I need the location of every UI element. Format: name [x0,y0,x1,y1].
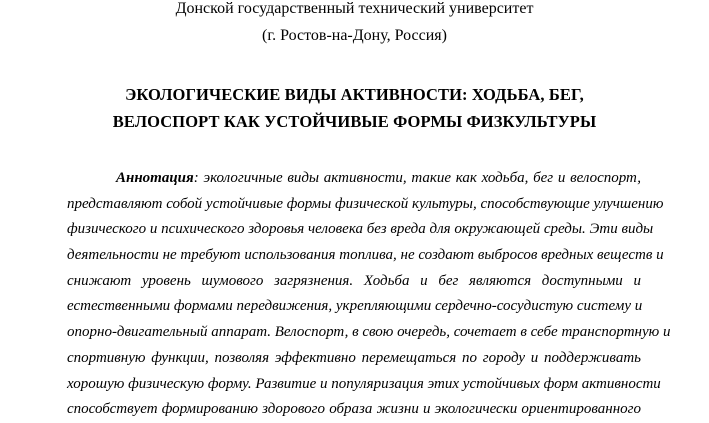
university-name: Донской государственный технический университет [175,0,534,17]
abstract-line-1 [67,166,641,192]
article-title-line-2: ВЕЛОСПОРТ КАК УСТОЙЧИВЫЕ ФОРМЫ ФИЗКУЛЬТУРЫ [112,112,597,131]
abstract-line: опорно-двигательный аппарат. Велоспорт, в свою очередь, сочетает в себе транспортную и [67,324,671,341]
abstract-line: способствует формированию здорового образа жизни и экологически ориентированного [67,401,641,418]
university-location: (г. Ростов-на-Дону, Россия) [262,27,447,44]
abstract-line: снижают уровень шумового загрязнения. Ходьба и бег являются доступными и [67,272,641,289]
abstract-paragraph [67,166,671,423]
abstract-line: физического и психического здоровья человека без вреда для окружающей среды. Эти виды [67,221,654,238]
abstract-line: спортивную функции, позволяя эффективно перемещаться по городу и поддерживать [67,349,641,366]
abstract-line: естественными формами передвижения, укрепляющими сердечно-сосудистую систему и [67,298,643,315]
abstract-line-1-text: : экологичные виды активности, такие как ходьба, бег и велоспорт, [193,170,641,186]
article-title-line-1: ЭКОЛОГИЧЕСКИЕ ВИДЫ АКТИВНОСТИ: ХОДЬБА, БЕГ, [125,85,584,104]
abstract-line: деятельности не требуют использования топлива, не создают выбросов вредных веществ и [67,247,664,264]
abstract-line: хорошую физическую форму. Развитие и популяризация этих устойчивых форм активности [67,375,661,392]
abstract-label: Аннотация [116,170,194,186]
abstract-line: представляют собой устойчивые формы физической культуры, способствующие улучшению [67,195,664,212]
